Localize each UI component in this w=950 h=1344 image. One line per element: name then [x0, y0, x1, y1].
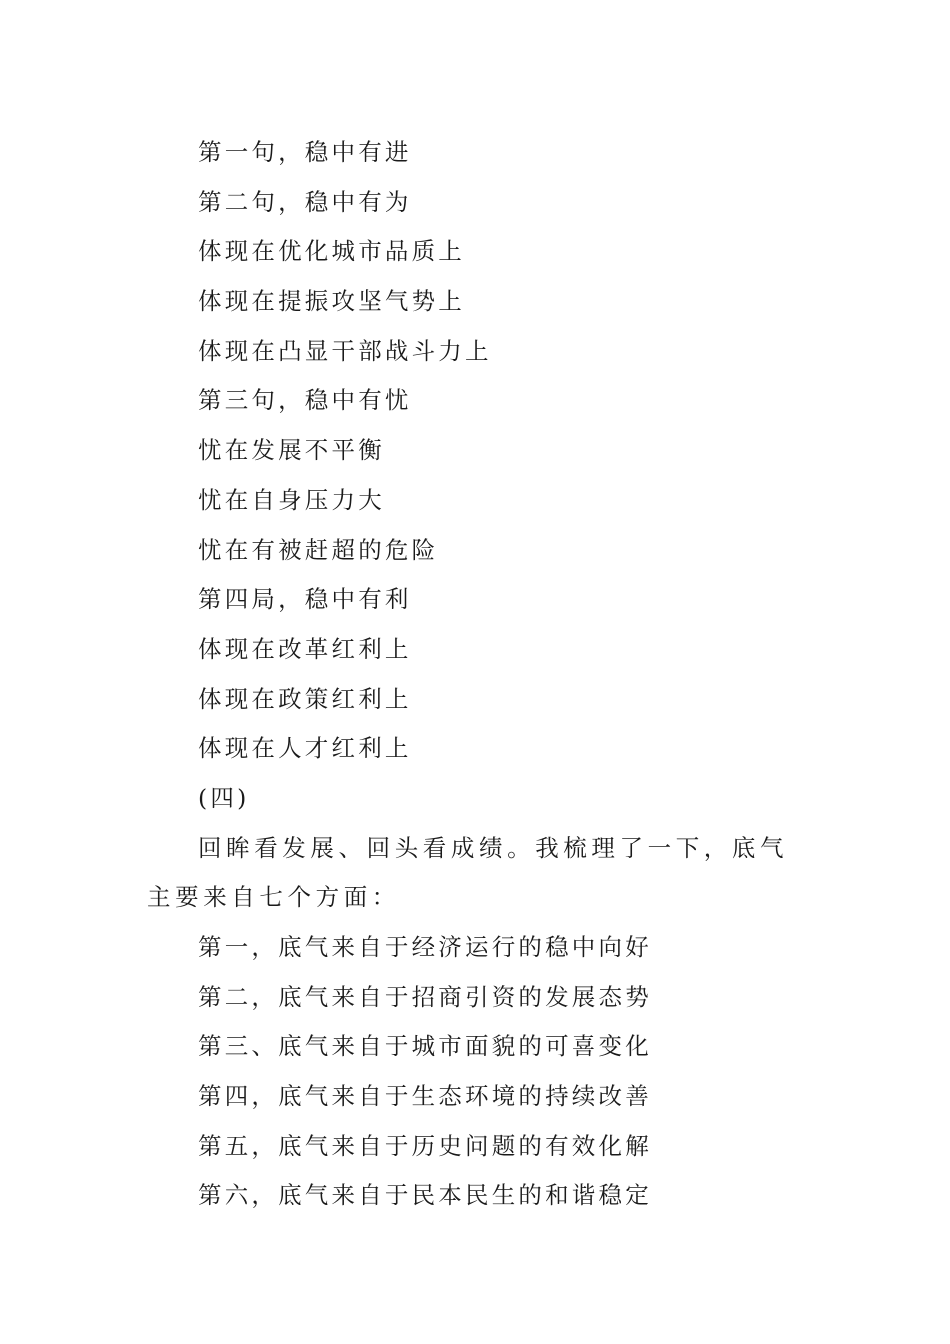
text-line: 第四局，稳中有利 [198, 585, 412, 614]
document-body [147, 128, 807, 1221]
text-line: 忧在自身压力大 [198, 485, 385, 514]
text-line: 体现在凸显干部战斗力上 [198, 336, 492, 365]
text-line: 第一句，稳中有进 [198, 138, 412, 166]
text-line: 第五，底气来自于历史问题的有效化解 [198, 1131, 652, 1160]
text-line: 第二，底气来自于招商引资的发展态势 [198, 982, 652, 1011]
text-line: 体现在改革红利上 [198, 634, 412, 663]
text-line: 忧在有被赶超的危险 [198, 535, 439, 564]
text-line: 忧在发展不平衡 [198, 436, 385, 465]
text-line: 第四，底气来自于生态环境的持续改善 [198, 1082, 652, 1111]
intro-paragraph: 回眸看发展、回头看成绩。我梳理了一下，底气主要来自七个方面： [147, 833, 789, 912]
section-heading: (四) [198, 783, 250, 812]
text-line: 体现在优化城市品质上 [198, 237, 465, 266]
text-line: 体现在提振攻坚气势上 [198, 287, 465, 316]
text-line: 第一，底气来自于经济运行的稳中向好 [198, 933, 652, 962]
text-line: 第六，底气来自于民本民生的和谐稳定 [198, 1181, 652, 1210]
text-line: 第二句，稳中有为 [198, 187, 412, 216]
text-line: 第三句，稳中有忧 [198, 386, 412, 415]
text-line: 体现在人才红利上 [198, 734, 412, 763]
text-line: 体现在政策红利上 [198, 684, 412, 713]
text-line: 第三、底气来自于城市面貌的可喜变化 [198, 1032, 652, 1061]
